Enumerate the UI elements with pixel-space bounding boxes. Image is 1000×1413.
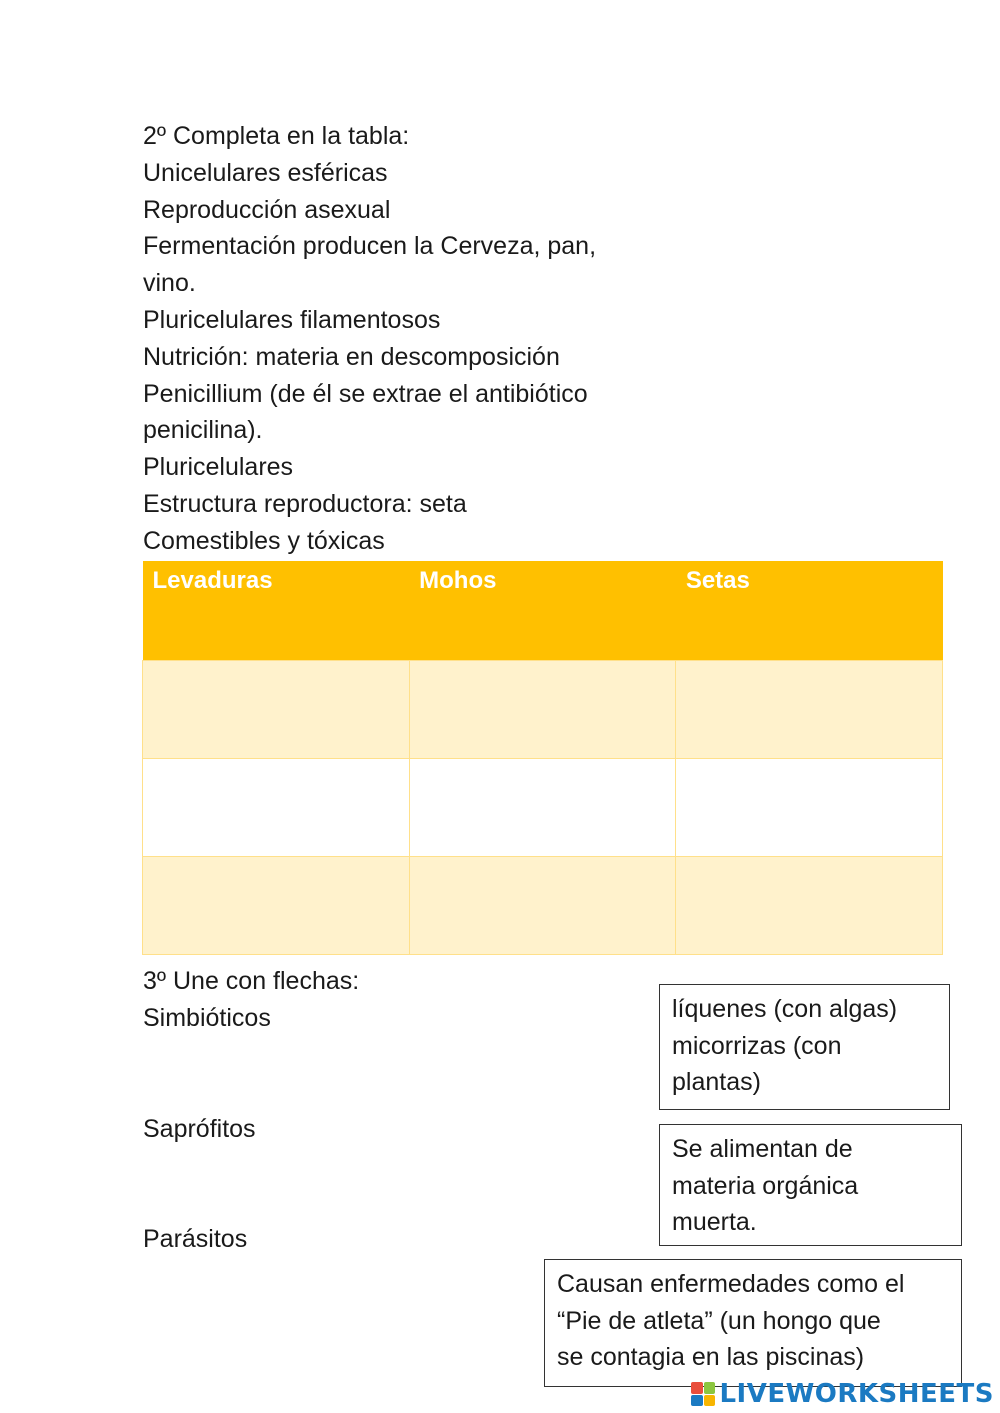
box-line: muerta. [672,1208,757,1236]
answer-cell-mohos-1[interactable] [409,661,676,759]
box-line: materia orgánica [672,1171,859,1200]
clue-line: Pluricelulares filamentosos [143,305,441,334]
clue-line: Pluricelulares [143,453,294,482]
header-setas: Setas [676,561,943,661]
header-mohos: Mohos [409,561,676,661]
box-line: líquenes (con algas) [672,995,898,1023]
match-box-materia-organica[interactable] [659,1124,962,1246]
match-item-parasitos[interactable]: Parásitos [143,1225,248,1253]
section-2-title: 2º Completa en la tabla: [143,122,410,150]
section-3-title: 3º Une con flechas: [143,967,360,995]
box-line: micorrizas (con [672,1031,842,1060]
header-levaduras: Levaduras [143,561,410,661]
box-line: Causan enfermedades como el [557,1270,905,1298]
clue-line: Reproducción asexual [143,195,391,224]
section-2-instructions [143,118,663,560]
clue-line: Comestibles y tóxicas [143,526,385,555]
answer-cell-setas-3[interactable] [676,857,943,955]
answer-cell-levaduras-1[interactable] [143,661,410,759]
clue-line: vino. [143,269,196,298]
box-line: “Pie de atleta” (un hongo que [557,1306,881,1335]
brand-name: LIVEWORKSHEETS [719,1379,994,1409]
box-line: Se alimentan de [672,1135,853,1163]
match-item-saprofitos[interactable]: Saprófitos [143,1115,256,1143]
clue-line: Nutrición: materia en descomposición [143,342,560,371]
liveworksheets-logo-icon [691,1382,715,1406]
match-box-liquenes[interactable] [659,984,950,1110]
answer-cell-setas-2[interactable] [676,759,943,857]
clue-line: penicilina). [143,416,263,445]
answer-cell-levaduras-2[interactable] [143,759,410,857]
clue-line: Estructura reproductora: seta [143,489,467,518]
match-box-enfermedades[interactable] [544,1259,962,1387]
box-line: se contagia en las piscinas) [557,1343,865,1371]
box-line: plantas) [672,1068,761,1096]
clue-line: Fermentación producen la Cerveza, pan, [143,232,597,261]
fungi-table [142,561,943,963]
table-row [143,759,943,857]
answer-cell-mohos-2[interactable] [409,759,676,857]
answer-cell-levaduras-3[interactable] [143,857,410,955]
answer-cell-mohos-3[interactable] [409,857,676,955]
answer-cell-setas-1[interactable] [676,661,943,759]
clue-line: Penicillium (de él se extrae el antibiótico [143,379,588,408]
liveworksheets-brand [691,1379,994,1409]
match-item-simbioticos[interactable]: Simbióticos [143,1004,271,1032]
table-row [143,661,943,759]
fungi-table-grid [142,561,943,955]
table-row [143,857,943,955]
clue-line: Unicelulares esféricas [143,158,388,187]
table-header-row [143,561,943,661]
